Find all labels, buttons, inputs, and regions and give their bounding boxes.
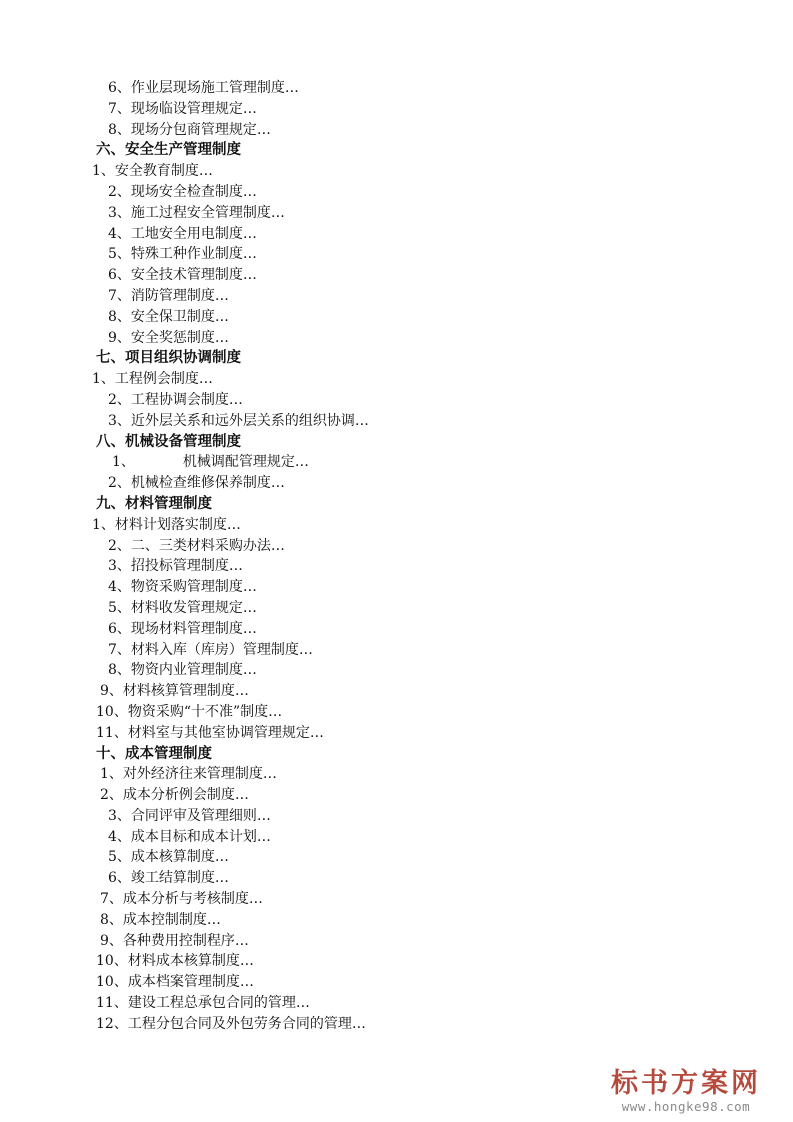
entry-number: 6、	[108, 870, 131, 887]
toc-entry	[0, 598, 793, 619]
entry-number: 5、	[108, 246, 131, 263]
entry-title: 成本分析例会制度	[122, 787, 235, 804]
toc-entry	[0, 785, 793, 806]
entry-title: 作业层现场施工管理制度	[130, 80, 285, 96]
entry-number: 1、	[100, 766, 123, 783]
entry-number: 1、	[92, 371, 115, 388]
dot-leader: …	[228, 558, 244, 575]
toc-entry	[0, 182, 793, 203]
dot-leader: …	[228, 391, 244, 408]
section-heading	[0, 140, 793, 161]
entry-title: 机械检查维修保养制度	[130, 475, 271, 492]
entry-number: 10、	[96, 703, 128, 720]
toc-entry	[0, 244, 793, 265]
entry-number: 5、	[108, 599, 131, 616]
entry-number: 6、	[108, 267, 131, 284]
toc-entry	[0, 307, 793, 328]
toc-entry	[0, 889, 793, 910]
dot-leader: …	[298, 641, 314, 658]
entry-title: 现场材料管理制度	[130, 620, 243, 637]
toc-entry	[0, 203, 793, 224]
toc-entry	[0, 619, 793, 640]
entry-number: 九、	[96, 494, 125, 512]
entry-number: 六、	[96, 141, 125, 159]
entry-title: 材料成本核算制度	[127, 953, 240, 970]
dot-leader: …	[206, 911, 222, 928]
toc-entry	[0, 910, 793, 931]
entry-title: 特殊工种作业制度	[130, 246, 243, 263]
dot-leader: …	[268, 703, 283, 720]
dot-leader: …	[242, 620, 258, 637]
entry-title: 工地安全用电制度	[130, 225, 243, 242]
toc-entry	[0, 556, 793, 577]
entry-number: 3、	[108, 807, 131, 824]
dot-leader: …	[198, 371, 214, 388]
toc-entry	[0, 120, 793, 141]
toc-entry	[0, 660, 793, 681]
entry-title: 安全技术管理制度	[130, 267, 243, 284]
toc-entry	[0, 369, 793, 390]
entry-number: 10、	[96, 974, 128, 991]
dot-leader: …	[354, 412, 370, 429]
entry-title: 消防管理制度	[130, 287, 215, 304]
entry-number: 4、	[108, 579, 131, 596]
entry-number: 7、	[108, 100, 131, 117]
dot-leader: …	[262, 766, 278, 783]
toc-entry	[0, 702, 793, 723]
section-heading	[0, 494, 793, 515]
entry-title: 工程分包合同及外包劳务合同的管理	[127, 1015, 352, 1032]
entry-title: 机械设备管理制度	[125, 432, 241, 450]
toc-entry	[0, 161, 793, 182]
dot-leader: …	[214, 849, 230, 866]
entry-number: 10、	[96, 953, 128, 970]
entry-number: 3、	[108, 558, 131, 575]
entry-title: 安全生产管理制度	[125, 141, 241, 159]
entry-title: 工程例会制度	[114, 371, 199, 388]
dot-leader: …	[242, 267, 258, 284]
toc-entry	[0, 452, 793, 473]
toc-entry	[0, 827, 793, 848]
dot-leader: …	[248, 891, 264, 908]
dot-leader: …	[270, 475, 286, 492]
dot-leader: …	[242, 246, 258, 263]
entry-title: 物资采购“十不准”制度	[127, 703, 269, 720]
dot-leader: …	[214, 287, 230, 304]
dot-leader: …	[256, 121, 272, 138]
entry-number: 9、	[100, 683, 123, 700]
entry-title: 安全保卫制度	[130, 308, 215, 325]
dot-leader: …	[284, 80, 300, 96]
entry-title: 现场临设管理规定	[130, 100, 243, 117]
toc-entry	[0, 99, 793, 120]
entry-number: 七、	[96, 349, 125, 367]
table-of-contents	[0, 78, 793, 1035]
dot-leader: …	[214, 870, 230, 887]
dot-leader: …	[256, 828, 272, 845]
entry-title: 成本核算制度	[130, 849, 215, 866]
entry-number: 十、	[96, 744, 125, 762]
dot-leader: …	[234, 787, 250, 804]
entry-title: 成本管理制度	[125, 744, 212, 762]
entry-number: 4、	[108, 828, 131, 845]
entry-number: 2、	[108, 183, 131, 200]
entry-title: 合同评审及管理细则	[130, 807, 257, 824]
section-heading	[0, 432, 793, 453]
entry-number: 7、	[100, 891, 123, 908]
dot-leader: …	[242, 225, 258, 242]
dot-leader: …	[242, 100, 258, 117]
toc-entry	[0, 640, 793, 661]
toc-entry	[0, 972, 793, 993]
toc-entry	[0, 390, 793, 411]
entry-title: 招投标管理制度	[130, 558, 229, 575]
entry-number: 9、	[100, 932, 123, 949]
entry-number: 八、	[96, 432, 125, 450]
entry-title: 物资内业管理制度	[130, 662, 243, 679]
entry-number: 11、	[96, 724, 128, 741]
entry-number: 7、	[108, 287, 131, 304]
entry-number: 3、	[108, 204, 131, 221]
entry-title: 机械调配管理规定	[182, 454, 295, 471]
toc-entry	[0, 806, 793, 827]
toc-entry	[0, 265, 793, 286]
entry-title: 成本目标和成本计划	[130, 828, 257, 845]
entry-title: 项目组织协调制度	[125, 349, 241, 367]
dot-leader: …	[270, 537, 286, 554]
entry-title: 建设工程总承包合同的管理	[127, 995, 296, 1012]
entry-number: 5、	[108, 849, 131, 866]
entry-title: 成本控制制度	[122, 911, 207, 928]
entry-number: 1、	[112, 454, 135, 471]
dot-leader: …	[214, 329, 230, 346]
entry-title: 成本分析与考核制度	[122, 891, 249, 908]
entry-title: 材料管理制度	[125, 494, 212, 512]
entry-title: 材料室与其他室协调管理规定	[127, 724, 310, 741]
watermark-logo	[591, 1068, 781, 1114]
entry-number: 3、	[108, 412, 131, 429]
entry-number: 2、	[108, 391, 131, 408]
dot-leader: …	[309, 724, 325, 741]
toc-entry	[0, 78, 793, 99]
entry-number: 9、	[108, 329, 131, 346]
entry-number: 11、	[96, 995, 128, 1012]
entry-title: 竣工结算制度	[130, 870, 215, 887]
entry-number: 6、	[108, 80, 131, 96]
toc-entry	[0, 536, 793, 557]
dot-leader: …	[239, 953, 255, 970]
dot-leader: …	[242, 599, 258, 616]
entry-number: 6、	[108, 620, 131, 637]
entry-title: 现场安全检查制度	[130, 183, 243, 200]
toc-entry	[0, 764, 793, 785]
entry-title: 材料入库（库房）管理制度	[130, 641, 299, 658]
watermark-url: www.hongke98.com	[621, 1099, 751, 1114]
dot-leader: …	[239, 974, 255, 991]
entry-number: 4、	[108, 225, 131, 242]
dot-leader: …	[234, 932, 250, 949]
entry-title: 成本档案管理制度	[127, 974, 240, 991]
entry-number: 8、	[108, 662, 131, 679]
toc-entry	[0, 473, 793, 494]
dot-leader: …	[242, 662, 258, 679]
entry-number: 8、	[100, 911, 123, 928]
watermark-title: 标书方案网	[611, 1068, 761, 1099]
dot-leader: …	[351, 1015, 367, 1032]
dot-leader: …	[270, 204, 286, 221]
entry-number: 2、	[108, 475, 131, 492]
entry-title: 对外经济往来管理制度	[122, 766, 263, 783]
dot-leader: …	[294, 454, 310, 471]
entry-title: 近外层关系和远外层关系的组织协调	[130, 412, 355, 429]
entry-number: 12、	[96, 1015, 128, 1032]
entry-number: 8、	[108, 308, 131, 325]
section-heading	[0, 348, 793, 369]
entry-number: 2、	[100, 787, 123, 804]
entry-title: 现场分包商管理规定	[130, 121, 257, 138]
entry-title: 安全奖惩制度	[130, 329, 215, 346]
entry-title: 二、三类材料采购办法	[130, 537, 271, 554]
entry-title: 安全教育制度	[114, 163, 199, 180]
toc-entry	[0, 577, 793, 598]
dot-leader: …	[256, 807, 272, 824]
dot-leader: …	[234, 683, 250, 700]
toc-entry	[0, 286, 793, 307]
toc-entry	[0, 723, 793, 744]
dot-leader: …	[226, 516, 242, 533]
toc-entry	[0, 931, 793, 952]
entry-title: 施工过程安全管理制度	[130, 204, 271, 221]
entry-title: 材料计划落实制度	[114, 516, 227, 533]
toc-entry	[0, 681, 793, 702]
dot-leader: …	[295, 995, 311, 1012]
entry-title: 材料收发管理规定	[130, 599, 243, 616]
toc-entry	[0, 1014, 793, 1035]
toc-entry	[0, 993, 793, 1014]
entry-number: 8、	[108, 121, 131, 138]
toc-entry	[0, 868, 793, 889]
entry-number: 1、	[92, 516, 115, 533]
toc-entry	[0, 224, 793, 245]
dot-leader: …	[242, 183, 258, 200]
toc-entry	[0, 847, 793, 868]
dot-leader: …	[214, 308, 230, 325]
entry-number: 2、	[108, 537, 131, 554]
toc-entry	[0, 411, 793, 432]
entry-title: 材料核算管理制度	[122, 683, 235, 700]
dot-leader: …	[198, 163, 214, 180]
entry-title: 物资采购管理制度	[130, 579, 243, 596]
entry-number: 7、	[108, 641, 131, 658]
dot-leader: …	[242, 579, 258, 596]
toc-entry	[0, 515, 793, 536]
entry-title: 工程协调会制度	[130, 391, 229, 408]
section-heading	[0, 744, 793, 765]
toc-entry	[0, 328, 793, 349]
entry-number: 1、	[92, 163, 115, 180]
entry-title: 各种费用控制程序	[122, 932, 235, 949]
toc-entry	[0, 951, 793, 972]
